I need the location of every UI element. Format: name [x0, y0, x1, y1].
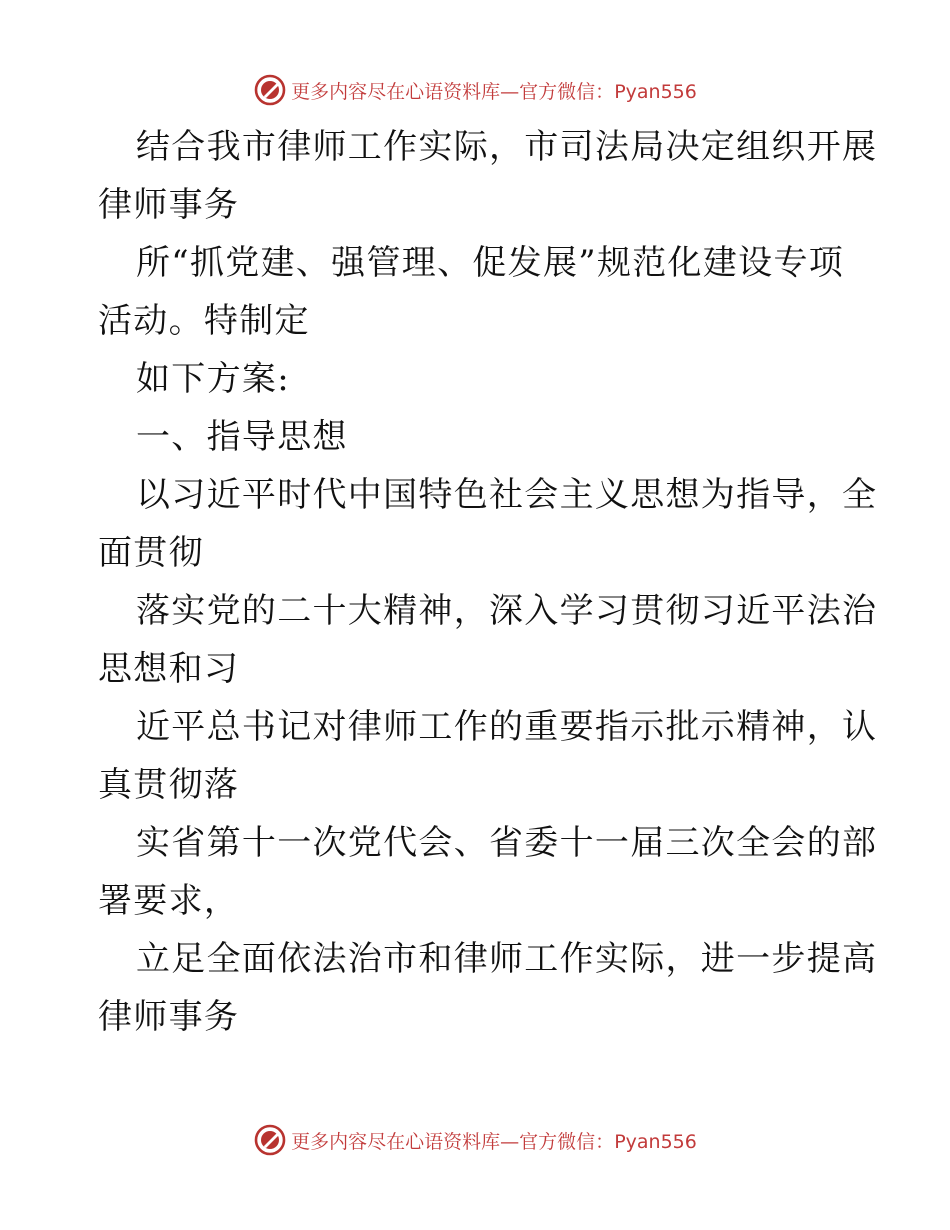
footer-banner-main: 更多内容尽在心语资料库: [291, 1130, 501, 1153]
header-banner: [0, 70, 950, 110]
text-line: 落实党的二十大精神，深入学习贯彻习近平法治: [136, 591, 878, 631]
text-line: 如下方案:: [136, 359, 290, 399]
header-banner-official: 官方微信：: [519, 80, 615, 103]
footer-banner-official: 官方微信：: [519, 1130, 615, 1153]
header-banner-dash: —: [500, 80, 520, 103]
pen-logo-icon: [253, 73, 287, 107]
text-line: 律师事务: [98, 997, 240, 1037]
footer-banner-text: [291, 1127, 697, 1154]
text-line: 实省第十一次党代会、省委十一届三次全会的部: [136, 823, 878, 863]
text-line: 思想和习: [98, 649, 240, 689]
text-line: 立足全面依法治市和律师工作实际，进一步提高: [136, 939, 878, 979]
footer-banner: [0, 1120, 950, 1160]
text-line: 面贯彻: [98, 533, 204, 573]
header-banner-inner: [253, 73, 697, 107]
pen-logo-icon: [253, 1123, 287, 1157]
text-line: 律师事务: [98, 185, 240, 225]
text-line: 结合我市律师工作实际，市司法局决定组织开展: [136, 127, 878, 167]
header-banner-text: [291, 77, 697, 104]
document-body: [98, 118, 878, 1046]
text-line: 署要求，: [98, 881, 240, 921]
header-banner-code: Pyan556: [614, 80, 697, 103]
text-line: 一、指导思想: [136, 417, 348, 457]
text-line: 近平总书记对律师工作的重要指示批示精神，认: [136, 707, 878, 747]
footer-banner-dash: —: [500, 1130, 520, 1153]
text-line: 真贯彻落: [98, 765, 240, 805]
text-line: 活动。特制定: [98, 301, 310, 341]
header-banner-main: 更多内容尽在心语资料库: [291, 80, 501, 103]
text-line: 所“抓党建、强管理、促发展”规范化建设专项: [136, 243, 845, 283]
footer-banner-code: Pyan556: [614, 1130, 697, 1153]
footer-banner-inner: [253, 1123, 697, 1157]
text-line: 以习近平时代中国特色社会主义思想为指导，全: [136, 475, 878, 515]
